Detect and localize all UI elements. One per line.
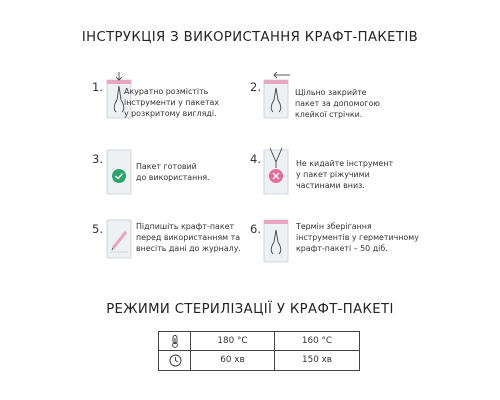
table-cell-icon (159, 332, 191, 351)
table-cell: 160 °C (301, 336, 333, 346)
step-text: Не кидайте інструмент у пакет ріжучими частинами вниз. (296, 159, 394, 190)
thermometer-icon (169, 335, 181, 348)
step-number: 2. (250, 80, 261, 94)
step-text: Термін зберігання інструментів у герметичному крафт-пакеті – 50 діб. (296, 222, 419, 253)
step-number: 3. (92, 152, 103, 166)
table-row (159, 351, 359, 370)
table-row (159, 332, 359, 351)
step-text: Пакет готовий до використання. (136, 162, 210, 182)
table-cell: 60 хв (191, 351, 275, 370)
sterilization-table (158, 331, 360, 371)
step-text: Акуратно розмістіть інструменти у пакетах у розкритому вигляді. (124, 87, 220, 118)
step-text: Щільно закрийте пакет за допомогою клейкої стрічки. (295, 88, 380, 119)
clock-icon (169, 354, 182, 367)
page-title: ІНСТРУКЦІЯ З ВИКОРИСТАННЯ КРАФТ-ПАКЕТІВ (81, 30, 419, 45)
table-cell: 180 °C (191, 332, 275, 351)
step-number: 4. (250, 152, 261, 166)
step-number: 1. (92, 80, 103, 94)
section-subtitle: РЕЖИМИ СТЕРИЛІЗАЦІЇ У КРАФТ-ПАКЕТІ (106, 302, 394, 317)
step-number: 6. (250, 222, 261, 236)
step-number: 5. (92, 222, 103, 236)
table-cell-icon (159, 351, 191, 370)
table-cell: 150 хв (302, 355, 332, 365)
step-text: Підпишіть крафт-пакет перед використанням та внесіть дані до журналу. (136, 222, 241, 253)
